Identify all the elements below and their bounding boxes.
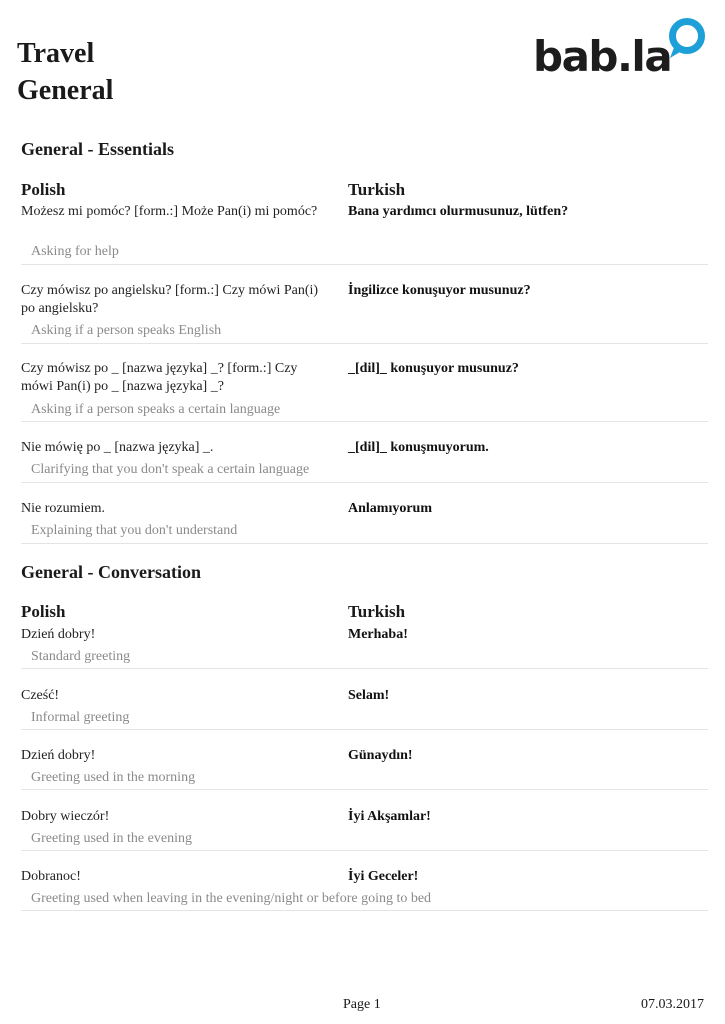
phrase-description: Greeting used when leaving in the evening/night or before going to bed xyxy=(31,891,432,906)
polish-phrase: Dobranoc! xyxy=(21,869,81,884)
phrase-row xyxy=(21,282,708,344)
section-title-conversation: General - Conversation xyxy=(21,562,201,582)
column-header-turkish: Turkish xyxy=(348,602,406,621)
column-header-polish: Polish xyxy=(21,180,66,199)
phrase-description: Asking if a person speaks a certain language xyxy=(31,402,281,417)
turkish-phrase: Anlamıyorum xyxy=(348,501,432,516)
title-line-1: Travel xyxy=(17,38,95,69)
speech-bubble-icon xyxy=(665,18,709,62)
polish-phrase: Czy mówisz po _ [nazwa języka] _? [form.:] Czy mówi Pan(i) po _ [nazwa języka] _? xyxy=(21,361,298,394)
bab-la-logo[interactable] xyxy=(533,18,713,84)
phrase-description: Asking for help xyxy=(31,244,119,259)
phrase-description: Clarifying that you don't speak a certain language xyxy=(31,462,310,477)
page-title xyxy=(17,35,113,109)
phrase-description: Greeting used in the morning xyxy=(31,770,196,785)
phrase-description: Standard greeting xyxy=(31,649,131,664)
polish-phrase: Dobry wieczór! xyxy=(21,809,110,824)
turkish-phrase: İngilizce konuşuyor musunuz? xyxy=(348,283,531,298)
phrase-row xyxy=(21,868,708,911)
phrase-description: Explaining that you don't understand xyxy=(31,523,238,538)
logo-text: bab.la xyxy=(533,32,672,81)
turkish-phrase: _[dil]_ konuşmuyorum. xyxy=(348,440,489,455)
turkish-phrase: İyi Geceler! xyxy=(348,869,419,884)
polish-phrase: Czy mówisz po angielsku? [form.:] Czy mówi Pan(i) po angielsku? xyxy=(21,283,319,316)
phrase-row xyxy=(21,687,708,730)
phrase-row xyxy=(21,808,708,851)
polish-phrase: Dzień dobry! xyxy=(21,627,96,642)
turkish-phrase: İyi Akşamlar! xyxy=(348,809,431,824)
phrase-row xyxy=(21,439,708,483)
section-title-essentials: General - Essentials xyxy=(21,139,174,159)
turkish-phrase: Bana yardımcı olurmusunuz, lütfen? xyxy=(348,204,569,219)
turkish-phrase: _[dil]_ konuşuyor musunuz? xyxy=(348,361,519,376)
phrase-description: Informal greeting xyxy=(31,710,130,725)
phrase-row xyxy=(21,203,708,265)
polish-phrase: Nie rozumiem. xyxy=(21,501,105,516)
phrase-row xyxy=(21,500,708,544)
turkish-phrase: Selam! xyxy=(348,688,390,703)
column-header-turkish: Turkish xyxy=(348,180,406,199)
polish-phrase: Nie mówię po _ [nazwa języka] _. xyxy=(21,440,214,455)
polish-phrase: Możesz mi pomóc? [form.:] Może Pan(i) mi pomóc? xyxy=(21,204,318,219)
phrase-row xyxy=(21,626,708,669)
phrase-row xyxy=(21,360,708,422)
turkish-phrase: Merhaba! xyxy=(348,627,408,642)
title-line-2: General xyxy=(17,75,114,106)
page-number: Page 1 xyxy=(343,997,381,1012)
turkish-phrase: Günaydın! xyxy=(348,748,413,763)
polish-phrase: Dzień dobry! xyxy=(21,748,96,763)
column-header-polish: Polish xyxy=(21,602,66,621)
footer-date: 07.03.2017 xyxy=(641,997,704,1012)
phrase-description: Greeting used in the evening xyxy=(31,831,192,846)
phrase-row xyxy=(21,747,708,790)
phrase-description: Asking if a person speaks English xyxy=(31,323,222,338)
polish-phrase: Cześć! xyxy=(21,688,60,703)
